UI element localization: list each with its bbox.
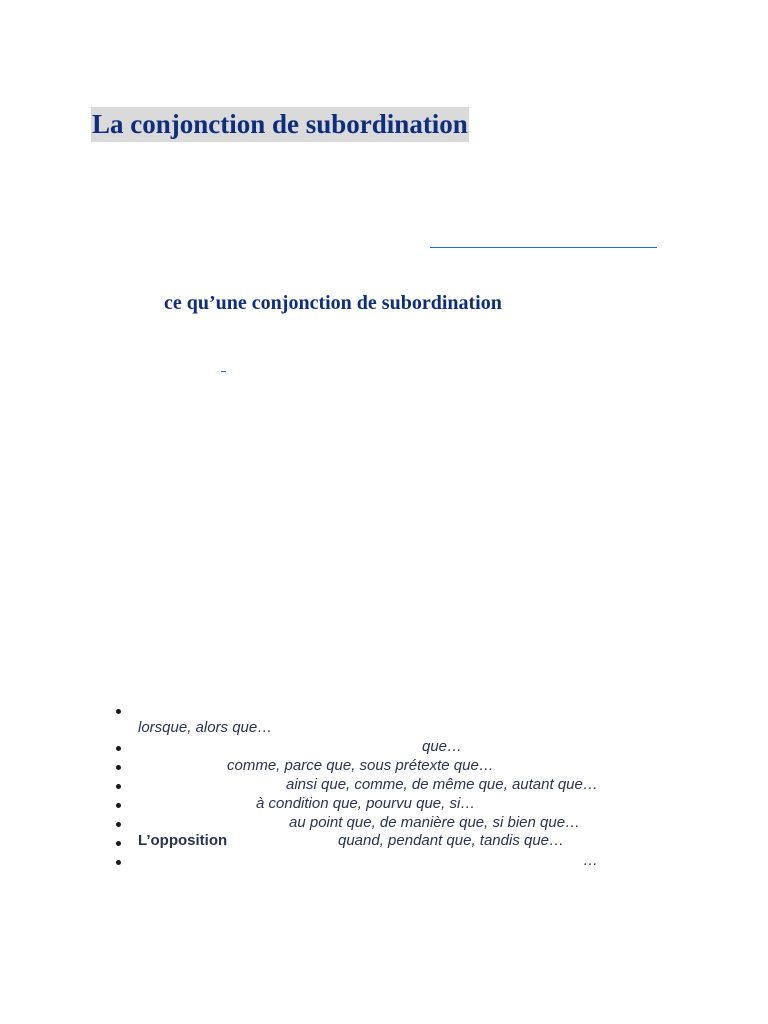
list-item-text: comme, parce que, sous prétexte que… <box>227 757 494 774</box>
bullet-icon <box>116 803 121 808</box>
section-heading: ce qu’une conjonction de subordination <box>164 292 502 314</box>
page-title: La conjonction de subordination <box>91 107 469 142</box>
list-item-text: lorsque, alors que… <box>138 719 273 736</box>
list-item-label: L’opposition <box>138 832 228 849</box>
bullet-icon <box>116 860 121 865</box>
bullet-icon <box>116 822 121 827</box>
list-item-text: au point que, de manière que, si bien que… <box>289 814 581 831</box>
list-item-text: que… <box>422 738 463 755</box>
bullet-icon <box>116 709 121 714</box>
bullet-icon <box>116 841 121 846</box>
list-item-text: ainsi que, comme, de même que, autant que… <box>286 776 598 793</box>
bullet-icon <box>116 765 121 770</box>
bullet-icon <box>116 746 121 751</box>
bullet-icon <box>116 784 121 789</box>
list-item-text: … <box>583 852 598 869</box>
list-item-text: quand, pendant que, tandis que… <box>338 832 565 849</box>
list-item-text: à condition que, pourvu que, si… <box>256 795 476 812</box>
